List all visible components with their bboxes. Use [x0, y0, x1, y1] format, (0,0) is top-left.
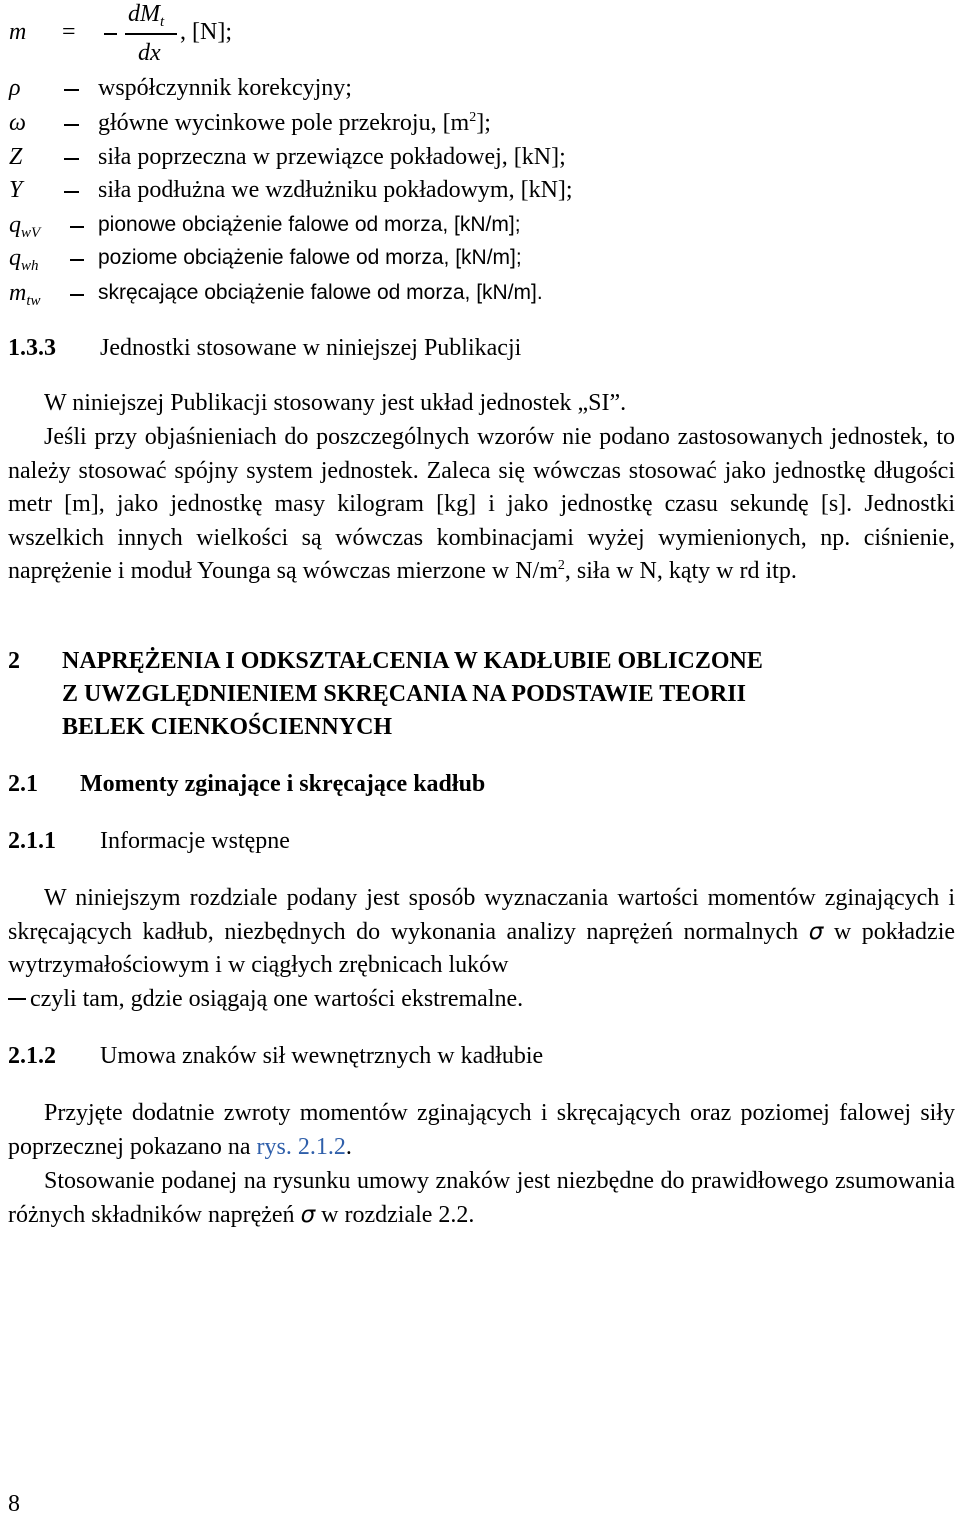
symbol-description: poziome obciążenie falowe od morza, [kN/m];: [98, 246, 522, 269]
paragraph: [8, 882, 955, 983]
dash: [64, 89, 79, 91]
sigma-symbol: σ: [300, 1201, 316, 1228]
symbol-description: pionowe obciążenie falowe od morza, [kN/m];: [98, 213, 521, 236]
dash: [64, 191, 79, 193]
paragraph-text: w rozdziale 2.2.: [321, 1201, 475, 1228]
paragraph-text: w pokładzie wytrzymałościowym i w ciągłych zrębnicach luków: [8, 918, 956, 978]
minus-sign: [104, 33, 117, 35]
dash: [8, 998, 26, 1000]
section-title: Jednostki stosowane w niniejszej Publikacji: [100, 335, 522, 361]
dash: [70, 259, 84, 261]
sigma-symbol: σ: [808, 918, 824, 945]
chapter-title-line: NAPRĘŻENIA I ODKSZTAŁCENIA W KADŁUBIE OBLICZONE: [62, 648, 763, 674]
symbol-description: siła podłużna we wzdłużniku pokładowym, [kN];: [98, 177, 573, 203]
page-number: 8: [8, 1491, 20, 1517]
paragraph-text: Przyjęte dodatnie zwroty momentów zginających i skręcających oraz poziomej falowej siły poprzecznej pokazano na: [8, 1100, 955, 1160]
paragraph-text: W niniejszej Publikacji stosowany jest układ jednostek „SI”.: [44, 390, 627, 416]
dash: [64, 124, 79, 126]
formula-numerator: $dM_t$: [128, 1, 165, 30]
formula-equals: =: [62, 19, 76, 45]
section-title: Umowa znaków sił wewnętrznych w kadłubie: [100, 1043, 544, 1069]
symbol: ρ: [9, 75, 21, 101]
chapter-title-line: BELEK CIENKOŚCIENNYCH: [62, 714, 393, 740]
symbol: $q_{wh}$: [9, 245, 39, 274]
symbol-description: główne wycinkowe pole przekroju, $[m^2]$;: [98, 110, 491, 136]
paragraph: [8, 1097, 955, 1164]
formula-unit: , [N];: [180, 19, 232, 45]
figure-link[interactable]: rys. 2.1.2: [256, 1133, 346, 1160]
paragraph: [8, 421, 955, 592]
superscript: 2: [557, 558, 565, 573]
chapter-number: 2: [8, 648, 20, 674]
chapter-title-line: Z UWZGLĘDNIENIEM SKRĘCANIA NA PODSTAWIE TEORII: [62, 681, 746, 707]
dash: [64, 158, 79, 160]
section-title: Informacje wstępne: [100, 828, 290, 854]
symbol-description: skręcające obciążenie falowe od morza, [kN/m].: [98, 281, 543, 304]
paragraph: [8, 1165, 955, 1232]
symbol-description: współczynnik korekcyjny;: [98, 75, 352, 101]
dash: [70, 226, 84, 228]
dash: [70, 294, 84, 296]
symbol: Z: [9, 144, 23, 170]
section-number: 2.1: [8, 771, 38, 797]
paragraph-text: , siła w N, kąty w rd itp.: [564, 558, 797, 584]
paragraph-text: Jeśli przy objaśnieniach do poszczególnych wzorów nie podano zastosowanych jednostek, to należy stosować spójny system jednostek. Zaleca się wówczas stosować jako jednostkę długości metr [m], jako jednostkę masy kilogram [kg] i jako jednostkę czasu sekundę [s]. Jednostki wszelkich innych wielkości są wówczas kombinacjami wyżej wymienionych, np. ciśnienie, naprężenie i moduł Younga są wówczas mierzone w N/m: [8, 424, 955, 584]
paragraph-text: czyli tam, gdzie osiągają one wartości ekstremalne.: [30, 986, 524, 1012]
symbol: $m_{tw}$: [9, 280, 41, 309]
symbol: $q_{wV}$: [9, 212, 41, 241]
formula-lhs: m: [9, 19, 27, 45]
section-title: Momenty zginające i skręcające kadłub: [80, 771, 486, 797]
chapter-title: [62, 645, 763, 744]
formula-denominator: dx: [138, 40, 161, 66]
section-number: 2.1.1: [8, 828, 56, 854]
fraction-bar: [125, 33, 177, 35]
symbol: ω: [9, 110, 26, 136]
symbol: Y: [9, 177, 23, 203]
paragraph: [8, 387, 955, 421]
section-number: 1.3.3: [8, 335, 56, 361]
section-number: 2.1.2: [8, 1043, 56, 1069]
paragraph-text: Stosowanie podanej na rysunku umowy znaków jest niezbędne do prawidłowego zsumowania różnych składników naprężeń: [8, 1168, 955, 1228]
paragraph-text: .: [345, 1133, 352, 1160]
paragraph-text: W niniejszym rozdziale podany jest sposób wyznaczania wartości momentów zginających i skręcających kadłub, niezbędnych do wykonania analizy naprężeń normalnych: [8, 885, 955, 945]
symbol-description: siła poprzeczna w przewiązce pokładowej, [kN];: [98, 144, 566, 170]
